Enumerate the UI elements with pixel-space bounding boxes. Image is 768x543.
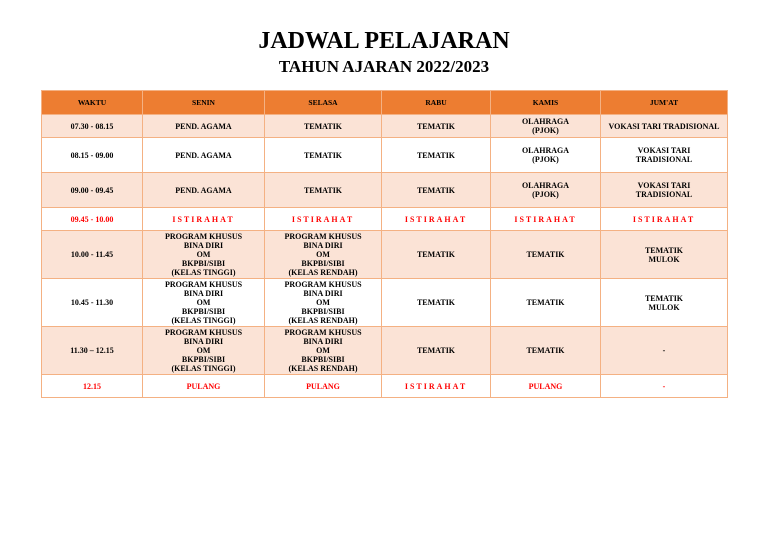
cell-jumat: VOKASI TARI TRADISIONAL (601, 115, 728, 138)
cell-senin: PEND. AGAMA (143, 115, 265, 138)
cell-rabu: ISTIRAHAT (382, 375, 491, 398)
cell-waktu: 08.15 - 09.00 (42, 138, 143, 173)
cell-selasa: ISTIRAHAT (265, 208, 382, 231)
cell-kamis: TEMATIK (491, 279, 601, 327)
cell-waktu: 10.45 - 11.30 (42, 279, 143, 327)
cell-rabu: TEMATIK (382, 173, 491, 208)
table-row (42, 231, 728, 279)
cell-kamis: TEMATIK (491, 327, 601, 375)
cell-selasa: PROGRAM KHUSUS BINA DIRI OM BKPBI/SIBI (KELAS RENDAH) (265, 327, 382, 375)
table-row (42, 115, 728, 138)
column-header-waktu: WAKTU (42, 91, 143, 115)
cell-kamis: OLAHRAGA (PJOK) (491, 173, 601, 208)
schedule-table (41, 90, 728, 398)
table-row (42, 327, 728, 375)
cell-jumat: TEMATIK MULOK (601, 279, 728, 327)
cell-senin: PROGRAM KHUSUS BINA DIRI OM BKPBI/SIBI (KELAS TINGGI) (143, 279, 265, 327)
cell-kamis: PULANG (491, 375, 601, 398)
cell-senin: PROGRAM KHUSUS BINA DIRI OM BKPBI/SIBI (KELAS TINGGI) (143, 231, 265, 279)
table-row (42, 279, 728, 327)
cell-kamis: OLAHRAGA (PJOK) (491, 115, 601, 138)
cell-kamis: OLAHRAGA (PJOK) (491, 138, 601, 173)
cell-rabu: TEMATIK (382, 279, 491, 327)
cell-jumat: ISTIRAHAT (601, 208, 728, 231)
cell-selasa: PROGRAM KHUSUS BINA DIRI OM BKPBI/SIBI (KELAS RENDAH) (265, 279, 382, 327)
cell-rabu: TEMATIK (382, 115, 491, 138)
column-header-kamis: KAMIS (491, 91, 601, 115)
table-header-row (42, 91, 728, 115)
cell-senin: PROGRAM KHUSUS BINA DIRI OM BKPBI/SIBI (KELAS TINGGI) (143, 327, 265, 375)
cell-waktu: 10.00 - 11.45 (42, 231, 143, 279)
table-row-break (42, 208, 728, 231)
cell-rabu: TEMATIK (382, 327, 491, 375)
cell-jumat: TEMATIK MULOK (601, 231, 728, 279)
cell-jumat: - (601, 327, 728, 375)
table-row (42, 138, 728, 173)
cell-waktu: 11.30 – 12.15 (42, 327, 143, 375)
cell-waktu: 09.45 - 10.00 (42, 208, 143, 231)
cell-selasa: TEMATIK (265, 138, 382, 173)
cell-waktu: 09.00 - 09.45 (42, 173, 143, 208)
cell-rabu: ISTIRAHAT (382, 208, 491, 231)
column-header-senin: SENIN (143, 91, 265, 115)
cell-jumat: - (601, 375, 728, 398)
cell-senin: ISTIRAHAT (143, 208, 265, 231)
column-header-jumat: JUM'AT (601, 91, 728, 115)
table-row-end (42, 375, 728, 398)
cell-rabu: TEMATIK (382, 231, 491, 279)
cell-waktu: 07.30 - 08.15 (42, 115, 143, 138)
column-header-rabu: RABU (382, 91, 491, 115)
cell-waktu: 12.15 (42, 375, 143, 398)
cell-selasa: PROGRAM KHUSUS BINA DIRI OM BKPBI/SIBI (KELAS RENDAH) (265, 231, 382, 279)
page-title: JADWAL PELAJARAN (258, 28, 510, 54)
cell-selasa: TEMATIK (265, 173, 382, 208)
table-row (42, 173, 728, 208)
page-subtitle: TAHUN AJARAN 2022/2023 (278, 57, 490, 76)
cell-senin: PEND. AGAMA (143, 173, 265, 208)
cell-selasa: PULANG (265, 375, 382, 398)
cell-kamis: ISTIRAHAT (491, 208, 601, 231)
cell-senin: PEND. AGAMA (143, 138, 265, 173)
cell-selasa: TEMATIK (265, 115, 382, 138)
cell-jumat: VOKASI TARI TRADISIONAL (601, 138, 728, 173)
cell-kamis: TEMATIK (491, 231, 601, 279)
column-header-selasa: SELASA (265, 91, 382, 115)
cell-rabu: TEMATIK (382, 138, 491, 173)
cell-jumat: VOKASI TARI TRADISIONAL (601, 173, 728, 208)
cell-senin: PULANG (143, 375, 265, 398)
